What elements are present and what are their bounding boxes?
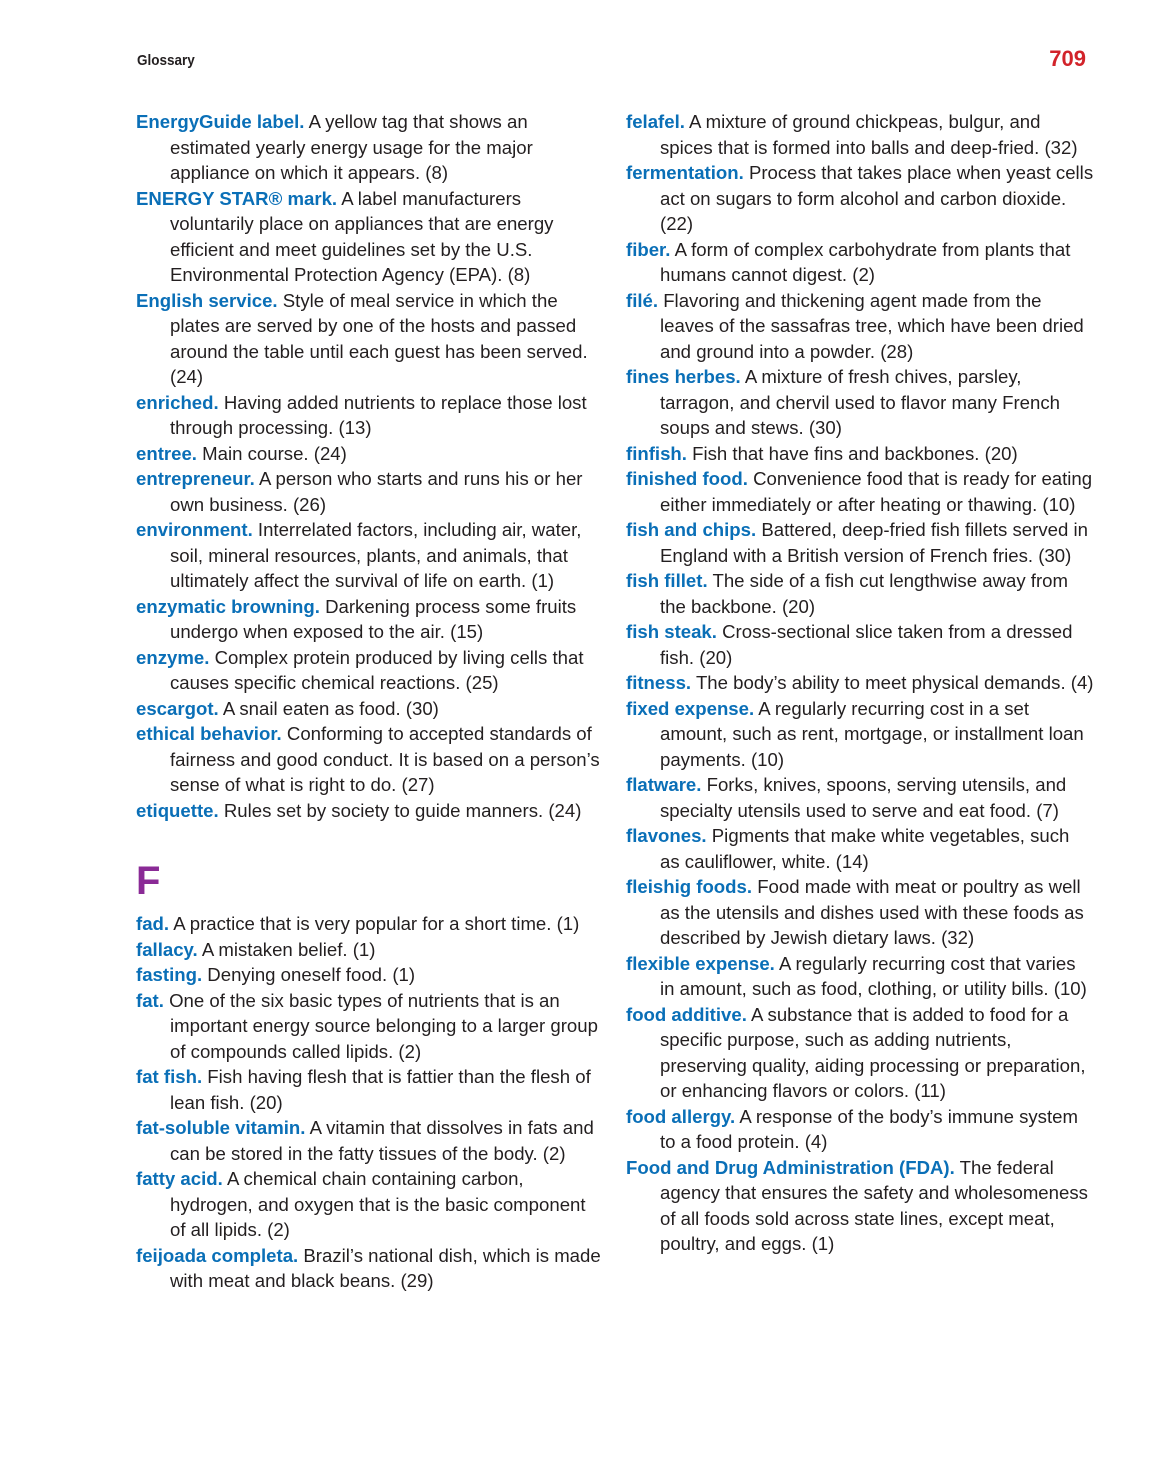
glossary-entry bbox=[626, 517, 1094, 568]
glossary-term: felafel. bbox=[626, 111, 685, 132]
glossary-term: fitness. bbox=[626, 672, 692, 693]
glossary-term: fat-soluble vitamin. bbox=[136, 1117, 306, 1138]
glossary-definition: A mistaken belief. (1) bbox=[201, 938, 376, 960]
glossary-definition: A chemical chain containing carbon, hydrogen, and oxygen that is the basic component of all lipids. (2) bbox=[170, 1168, 586, 1240]
glossary-entry bbox=[626, 237, 1094, 288]
glossary-definition: A yellow tag that shows an estimated yearly energy usage for the major appliance on which it appears. (8) bbox=[170, 111, 533, 183]
glossary-definition: Darkening process some fruits undergo when exposed to the air. (15) bbox=[170, 595, 577, 642]
glossary-entry bbox=[136, 1243, 604, 1294]
glossary-list-f-continued bbox=[626, 109, 1094, 1257]
glossary-definition: The body’s ability to meet physical demands. (4) bbox=[695, 672, 1094, 693]
glossary-entry bbox=[626, 1155, 1094, 1257]
glossary-definition: A form of complex carbohydrate from plants that humans cannot digest. (2) bbox=[660, 238, 1071, 285]
glossary-term: fat. bbox=[136, 989, 164, 1011]
glossary-term: enzyme. bbox=[136, 646, 210, 668]
glossary-term: fish and chips. bbox=[626, 519, 757, 540]
glossary-definition: A snail eaten as food. (30) bbox=[222, 697, 439, 719]
glossary-definition: Denying oneself food. (1) bbox=[207, 964, 416, 985]
glossary-entry bbox=[136, 962, 604, 988]
glossary-term: fat fish. bbox=[136, 1066, 203, 1087]
glossary-term: feijoada completa. bbox=[136, 1244, 299, 1266]
glossary-definition: Brazil’s national dish, which is made with meat and black beans. (29) bbox=[170, 1244, 601, 1291]
glossary-term: fish fillet. bbox=[626, 570, 708, 591]
glossary-term: flatware. bbox=[626, 774, 702, 795]
glossary-term: fad. bbox=[136, 913, 170, 934]
glossary-definition: Conforming to accepted standards of fairness and good conduct. It is based on a person’s sense of what is right to do. (27) bbox=[170, 723, 600, 795]
glossary-definition: Fish that have fins and backbones. (20) bbox=[692, 442, 1018, 464]
glossary-term: fallacy. bbox=[136, 938, 198, 960]
glossary-entry bbox=[136, 937, 604, 963]
glossary-entry bbox=[626, 1104, 1094, 1155]
glossary-term: ENERGY STAR® mark. bbox=[136, 187, 338, 209]
glossary-entry bbox=[626, 670, 1094, 696]
glossary-entry bbox=[136, 1064, 604, 1115]
glossary-term: escargot. bbox=[136, 697, 219, 719]
glossary-definition: Rules set by society to guide manners. (24) bbox=[223, 799, 582, 821]
glossary-list-f bbox=[136, 911, 604, 1294]
glossary-entry bbox=[136, 798, 604, 824]
glossary-entry bbox=[626, 951, 1094, 1002]
glossary-entry bbox=[136, 696, 604, 722]
glossary-definition: Complex protein produced by living cells that causes specific chemical reactions. (25) bbox=[170, 646, 584, 693]
glossary-term: fiber. bbox=[626, 238, 671, 260]
glossary-entry bbox=[626, 441, 1094, 467]
glossary-term: enriched. bbox=[136, 391, 219, 413]
glossary-entry bbox=[626, 288, 1094, 365]
glossary-term: entrepreneur. bbox=[136, 468, 255, 489]
glossary-term: Food and Drug Administration (FDA). bbox=[626, 1156, 955, 1178]
glossary-term: English service. bbox=[136, 289, 278, 311]
glossary-definition: A regularly recurring cost that varies in amount, such as food, clothing, or utility bills. (10) bbox=[660, 952, 1087, 999]
glossary-entry bbox=[626, 874, 1094, 951]
glossary-entry bbox=[136, 288, 604, 390]
glossary-term: flavones. bbox=[626, 825, 707, 846]
glossary-definition: Forks, knives, spoons, serving utensils, and specialty utensils used to serve and eat food. (7) bbox=[660, 774, 1067, 821]
glossary-definition: A regularly recurring cost in a set amount, such as rent, mortgage, or installment loan payments. (10) bbox=[660, 697, 1084, 770]
glossary-entry bbox=[136, 186, 604, 288]
glossary-definition: Pigments that make white vegetables, such as cauliflower, white. (14) bbox=[660, 825, 1070, 872]
glossary-term: fatty acid. bbox=[136, 1168, 223, 1189]
running-head: Glossary bbox=[137, 52, 195, 69]
glossary-entry bbox=[136, 1115, 604, 1166]
left-column bbox=[136, 109, 604, 1294]
glossary-definition: Flavoring and thickening agent made from the leaves of the sassafras tree, which have been dried and ground into a powder. (28) bbox=[660, 289, 1084, 362]
glossary-term: filé. bbox=[626, 289, 659, 311]
glossary-entry bbox=[136, 1166, 604, 1243]
glossary-entry bbox=[626, 160, 1094, 237]
glossary-term: finished food. bbox=[626, 468, 748, 489]
glossary-term: flexible expense. bbox=[626, 952, 775, 974]
glossary-list-e bbox=[136, 109, 604, 823]
glossary-term: EnergyGuide label. bbox=[136, 111, 305, 132]
glossary-definition: A vitamin that dissolves in fats and can be stored in the fatty tissues of the body. (2) bbox=[170, 1117, 594, 1164]
glossary-term: food additive. bbox=[626, 1003, 747, 1025]
glossary-term: fines herbes. bbox=[626, 366, 741, 387]
glossary-entry bbox=[626, 466, 1094, 517]
glossary-entry bbox=[136, 441, 604, 467]
glossary-entry bbox=[626, 109, 1094, 160]
glossary-term: fish steak. bbox=[626, 621, 717, 642]
glossary-entry bbox=[626, 696, 1094, 773]
glossary-entry bbox=[136, 988, 604, 1065]
glossary-definition: The federal agency that ensures the safety and wholesomeness of all foods sold across state lines, except meat, poultry, and eggs. (1) bbox=[660, 1156, 1088, 1254]
glossary-definition: A practice that is very popular for a short time. (1) bbox=[173, 913, 580, 934]
glossary-term: ethical behavior. bbox=[136, 723, 282, 744]
glossary-term: finfish. bbox=[626, 442, 687, 464]
glossary-definition: One of the six basic types of nutrients that is an important energy source belonging to a larger group of compounds called lipids. (2) bbox=[169, 989, 598, 1062]
page-number: 709 bbox=[1049, 46, 1086, 71]
right-column bbox=[626, 109, 1094, 1257]
glossary-entry bbox=[626, 772, 1094, 823]
glossary-definition: Interrelated factors, including air, water, soil, mineral resources, plants, and animals, that ultimately affect the survival of life on earth. (1) bbox=[170, 519, 582, 591]
glossary-definition: Cross-sectional slice taken from a dressed fish. (20) bbox=[660, 621, 1073, 668]
glossary-definition: A mixture of ground chickpeas, bulgur, and spices that is formed into balls and deep-fried. (32) bbox=[660, 111, 1078, 158]
glossary-entry bbox=[136, 109, 604, 186]
glossary-entry bbox=[136, 390, 604, 441]
glossary-entry bbox=[136, 645, 604, 696]
glossary-entry bbox=[626, 619, 1094, 670]
glossary-entry bbox=[136, 721, 604, 798]
glossary-definition: A substance that is added to food for a specific purpose, such as adding nutrients, preserving quality, aiding processing or preparation, or enhancing flavors or colors. (11) bbox=[660, 1003, 1086, 1101]
glossary-entry bbox=[136, 911, 604, 937]
glossary-definition: Fish having flesh that is fattier than the flesh of lean fish. (20) bbox=[170, 1066, 591, 1113]
glossary-term: enzymatic browning. bbox=[136, 595, 320, 617]
glossary-definition: Process that takes place when yeast cells act on sugars to form alcohol and carbon dioxide. (22) bbox=[660, 162, 1094, 234]
glossary-term: fermentation. bbox=[626, 162, 744, 183]
glossary-term: entree. bbox=[136, 442, 197, 464]
glossary-entry bbox=[626, 364, 1094, 441]
glossary-definition: Main course. (24) bbox=[202, 442, 347, 464]
glossary-entry bbox=[626, 1002, 1094, 1104]
glossary-term: etiquette. bbox=[136, 799, 219, 821]
glossary-definition: Having added nutrients to replace those lost through processing. (13) bbox=[170, 391, 587, 438]
glossary-definition: A mixture of fresh chives, parsley, tarragon, and chervil used to flavor many French soups and stews. (30) bbox=[660, 366, 1060, 438]
glossary-term: fleishig foods. bbox=[626, 876, 753, 897]
glossary-entry bbox=[626, 568, 1094, 619]
glossary-definition: Battered, deep-fried fish fillets served in England with a British version of French fries. (30) bbox=[660, 519, 1088, 566]
glossary-definition: A response of the body’s immune system to a food protein. (4) bbox=[660, 1105, 1078, 1152]
glossary-entry bbox=[136, 466, 604, 517]
glossary-term: fasting. bbox=[136, 964, 203, 985]
section-letter: F bbox=[136, 859, 161, 903]
glossary-definition: The side of a fish cut lengthwise away from the backbone. (20) bbox=[660, 570, 1068, 617]
glossary-definition: Convenience food that is ready for eating either immediately or after heating or thawing. (10) bbox=[660, 468, 1093, 515]
glossary-definition: Food made with meat or poultry as well as the utensils and dishes used with these foods as described by Jewish dietary laws. (32) bbox=[660, 876, 1084, 948]
glossary-entry bbox=[626, 823, 1094, 874]
glossary-term: fixed expense. bbox=[626, 697, 755, 719]
glossary-definition: A label manufacturers voluntarily place on appliances that are energy efficient and meet guidelines set by the U.S. Environmental Protection Agency (EPA). (8) bbox=[170, 187, 554, 285]
glossary-entry bbox=[136, 594, 604, 645]
glossary-term: food allergy. bbox=[626, 1105, 736, 1127]
glossary-term: environment. bbox=[136, 519, 253, 540]
glossary-definition: Style of meal service in which the plates are served by one of the hosts and passed around the table until each guest has been served. (24) bbox=[170, 289, 588, 387]
glossary-entry bbox=[136, 517, 604, 594]
glossary-definition: A person who starts and runs his or her own business. (26) bbox=[170, 468, 583, 515]
